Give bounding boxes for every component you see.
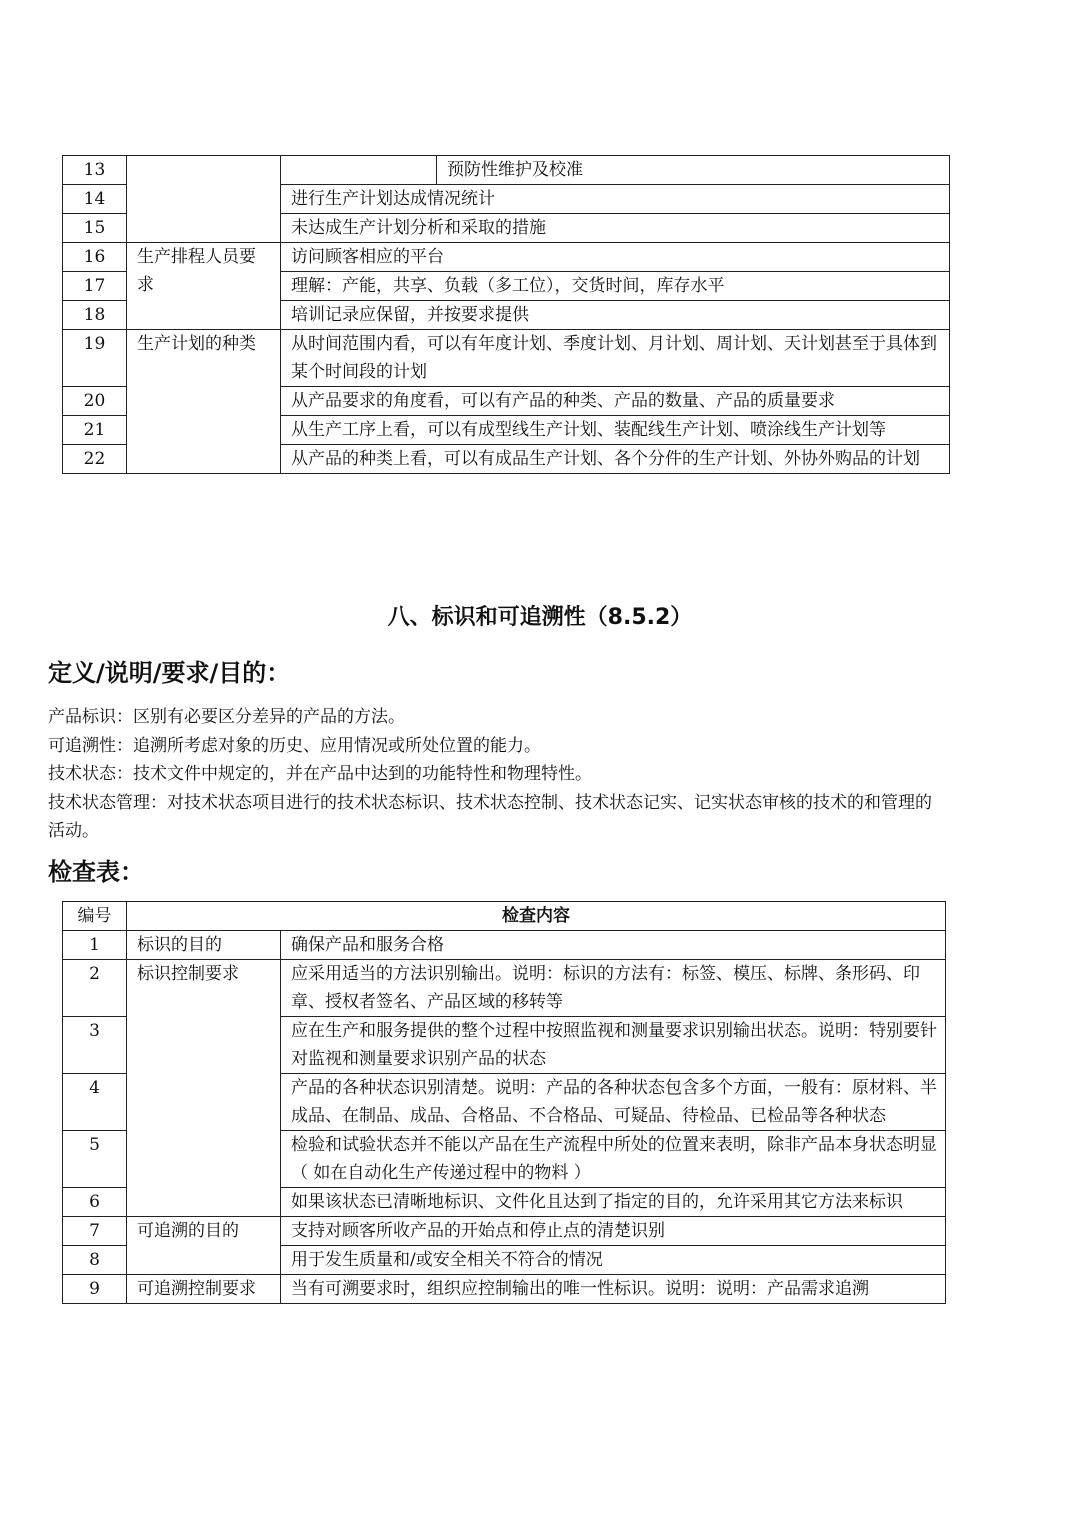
row-content: 应在生产和服务提供的整个过程中按照监视和测量要求识别输出状态。说明：特别要针对监视和测量要求识别产品的状态	[281, 1017, 946, 1074]
row-content: 当有可溯要求时，组织应控制输出的唯一性标识。说明：说明：产品需求追溯	[281, 1275, 946, 1304]
definition-traceability: 可追溯性：追溯所考虑对象的历史、应用情况或所处位置的能力。	[48, 735, 541, 756]
row-number: 9	[63, 1275, 127, 1304]
table-row	[63, 931, 946, 960]
row-content: 从生产工序上看，可以有成型线生产计划、装配线生产计划、喷涂线生产计划等	[281, 416, 950, 445]
category-purpose: 标识的目的	[127, 931, 281, 960]
category-trace-control: 可追溯控制要求	[127, 1275, 281, 1304]
row-number: 8	[63, 1246, 127, 1275]
table-row	[63, 330, 950, 387]
row-number: 20	[63, 387, 127, 416]
row-number: 2	[63, 960, 127, 1017]
row-content: 应采用适当的方法识别输出。说明：标识的方法有：标签、模压、标牌、条形码、印章、授权者签名、产品区域的移转等	[281, 960, 946, 1017]
row-content: 从时间范围内看，可以有年度计划、季度计划、月计划、周计划、天计划甚至于具体到某个时间段的计划	[281, 330, 950, 387]
row-number: 16	[63, 243, 127, 272]
row-content: 理解：产能，共享、负载（多工位），交货时间，库存水平	[281, 272, 950, 301]
definition-product-identification: 产品标识：区别有必要区分差异的产品的方法。	[48, 707, 405, 727]
row-number: 17	[63, 272, 127, 301]
row-number: 1	[63, 931, 127, 960]
row-content: 访问顾客相应的平台	[281, 243, 950, 272]
row-number: 22	[63, 445, 127, 474]
table-row	[63, 156, 950, 185]
header-content: 检查内容	[127, 902, 946, 931]
row-number: 15	[63, 214, 127, 243]
row-number: 21	[63, 416, 127, 445]
row-content: 未达成生产计划分析和采取的措施	[281, 214, 950, 243]
checklist-table	[62, 901, 946, 1304]
definition-technical-state-management: 技术状态管理：对技术状态项目进行的技术状态标识、技术状态控制、技术状态记实、记实状态审核的技术的和管理的活动。	[48, 792, 932, 841]
row-content: 从产品的种类上看，可以有成品生产计划、各个分件的生产计划、外协外购品的计划	[281, 445, 950, 474]
table-row	[63, 1217, 946, 1246]
category-cell	[127, 156, 281, 243]
row-number: 6	[63, 1188, 127, 1217]
table-row	[63, 1275, 946, 1304]
table-header-row	[63, 902, 946, 931]
row-number: 13	[63, 156, 127, 185]
category-control: 标识控制要求	[127, 960, 281, 1217]
category-plan-types: 生产计划的种类	[127, 330, 281, 474]
production-plan-table	[62, 155, 950, 474]
definition-technical-state: 技术状态：技术文件中规定的，并在产品中达到的功能特性和物理特性。	[48, 764, 592, 784]
header-no: 编号	[63, 902, 127, 931]
definitions-block	[48, 703, 948, 846]
checklist-heading: 检查表：	[48, 858, 144, 886]
row-content: 从产品要求的角度看，可以有产品的种类、产品的数量、产品的质量要求	[281, 387, 950, 416]
row-number: 3	[63, 1017, 127, 1074]
row-content: 产品的各种状态识别清楚。说明：产品的各种状态包含多个方面，一般有：原材料、半成品、在制品、成品、合格品、不合格品、可疑品、待检品、已检品等各种状态	[281, 1074, 946, 1131]
row-number: 4	[63, 1074, 127, 1131]
row-number: 5	[63, 1131, 127, 1188]
category-scheduler-requirements: 生产排程人员要求	[127, 243, 281, 330]
row-content: 如果该状态已清晰地标识、文件化且达到了指定的目的，允许采用其它方法来标识	[281, 1188, 946, 1217]
section-title: 八、标识和可追溯性（8.5.2）	[387, 605, 693, 630]
row-content: 确保产品和服务合格	[281, 931, 946, 960]
definitions-heading: 定义/说明/要求/目的：	[48, 659, 291, 687]
table-row	[63, 960, 946, 1017]
table-row	[63, 243, 950, 272]
row-content: 支持对顾客所收产品的开始点和停止点的清楚识别	[281, 1217, 946, 1246]
row-content: 用于发生质量和/或安全相关不符合的情况	[281, 1246, 946, 1275]
row-number: 18	[63, 301, 127, 330]
row-number: 7	[63, 1217, 127, 1246]
row-content: 预防性维护及校准	[281, 156, 950, 185]
row-number: 14	[63, 185, 127, 214]
category-trace-purpose: 可追溯的目的	[127, 1217, 281, 1275]
row-content: 检验和试验状态并不能以产品在生产流程中所处的位置来表明，除非产品本身状态明显（ 如在自动化生产传递过程中的物料 ）	[281, 1131, 946, 1188]
row-content: 进行生产计划达成情况统计	[281, 185, 950, 214]
row-content: 培训记录应保留，并按要求提供	[281, 301, 950, 330]
row-number: 19	[63, 330, 127, 387]
